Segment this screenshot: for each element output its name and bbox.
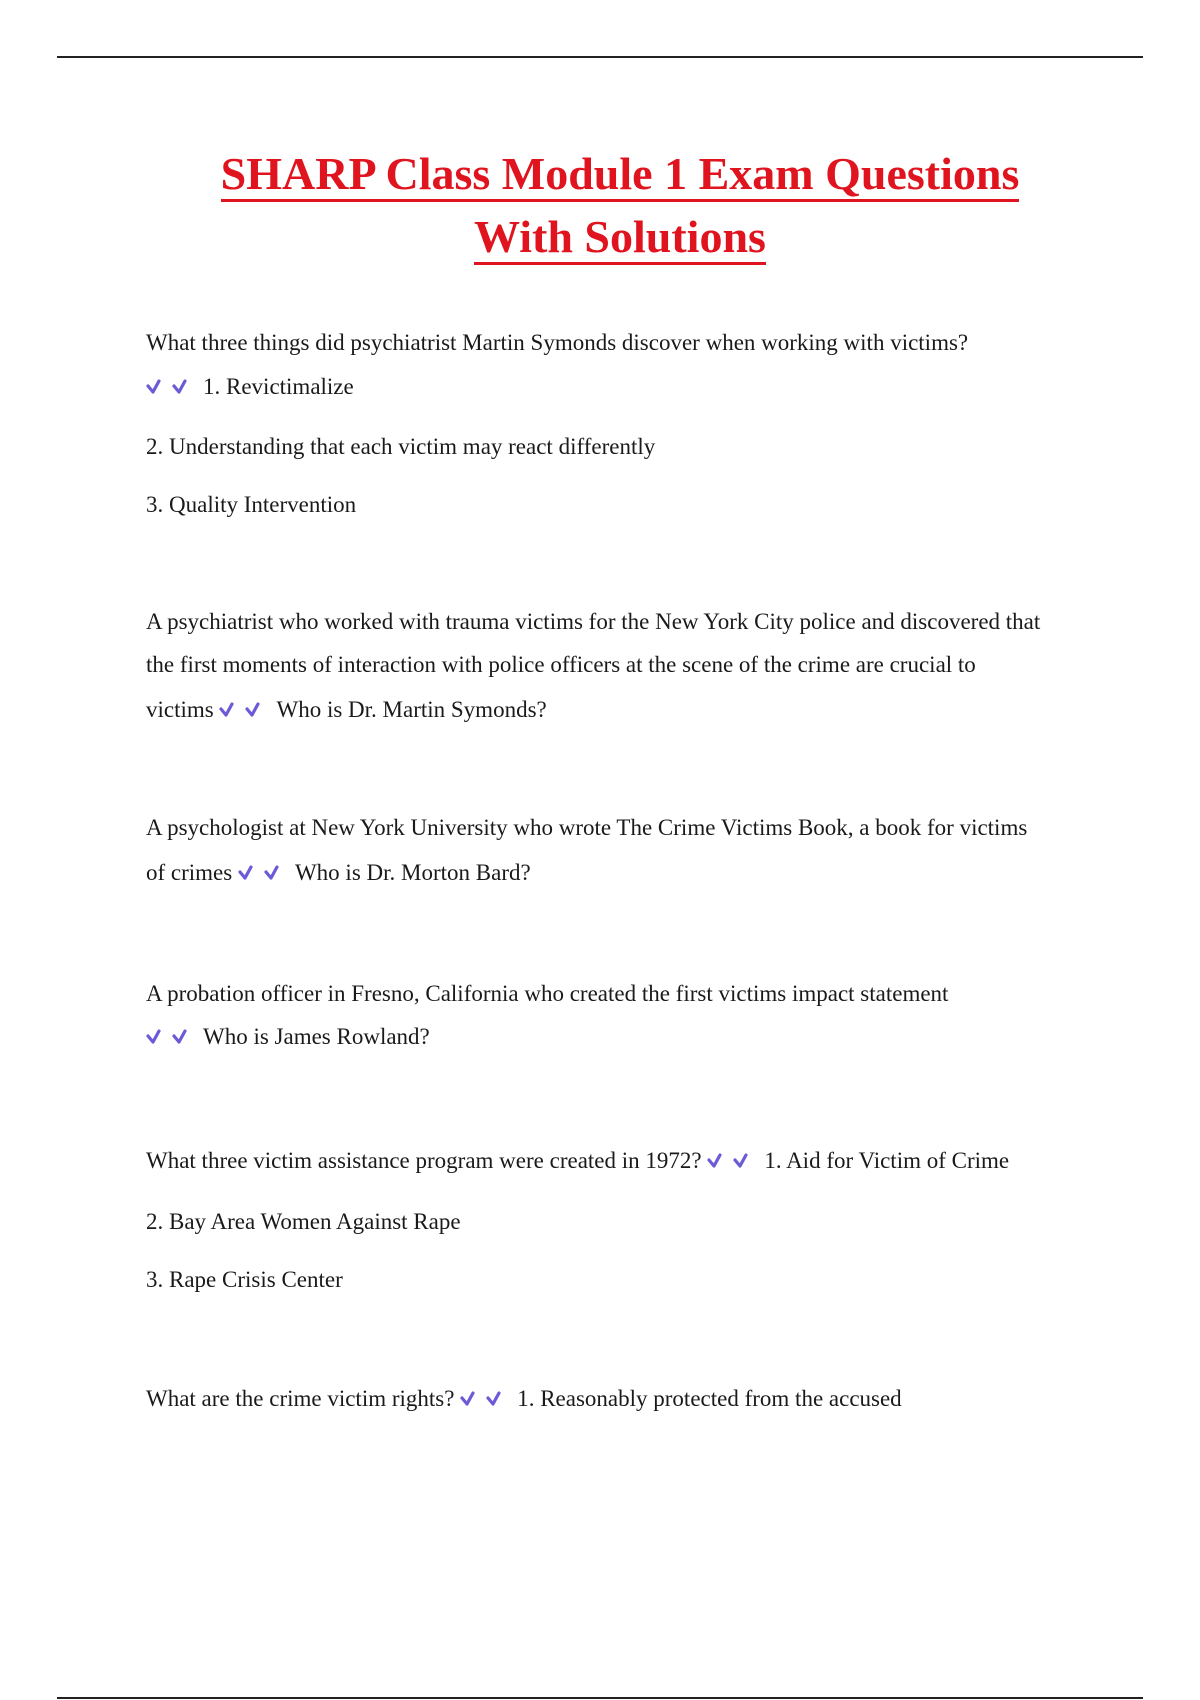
double-check-icon: [460, 1387, 514, 1415]
answer-1: 1. Revictimalize: [203, 374, 354, 399]
question-2-line-1: A psychiatrist who worked with trauma victims for the New York City police and discovered that: [146, 609, 1041, 634]
double-check-icon: [238, 861, 292, 889]
answer-4: Who is James Rowland?: [203, 1024, 430, 1049]
question-2-line-3: victims: [146, 697, 214, 722]
double-check-icon: [707, 1149, 761, 1177]
document-title: [0, 145, 1200, 271]
double-check-icon: [146, 375, 200, 403]
question-6: What are the crime victim rights?: [146, 1386, 455, 1411]
question-2-line-3-row: [146, 697, 547, 726]
answer-5-extra-1: 2. Bay Area Women Against Rape: [146, 1209, 461, 1234]
double-check-icon: [219, 698, 273, 726]
answer-1-extra-2: 3. Quality Intervention: [146, 492, 357, 517]
question-6-row: [146, 1386, 902, 1415]
question-3-line-1: A psychologist at New York University who wrote The Crime Victims Book, a book for victims: [146, 815, 1028, 840]
title-line-1: SHARP Class Module 1 Exam Questions: [221, 149, 1020, 202]
title-line-2: With Solutions: [474, 212, 766, 265]
question-5: What three victim assistance program were created in 1972?: [146, 1148, 702, 1173]
answer-4-line: [146, 1024, 430, 1053]
question-3-line-2: of crimes: [146, 860, 233, 885]
answer-5-extra-2: 3. Rape Crisis Center: [146, 1267, 343, 1292]
answer-5: 1. Aid for Victim of Crime: [764, 1148, 1010, 1173]
double-check-icon: [146, 1025, 200, 1053]
answer-2: Who is Dr. Martin Symonds?: [276, 697, 547, 722]
question-5-row: [146, 1148, 1009, 1177]
bottom-rule: [57, 1697, 1143, 1699]
top-rule: [57, 56, 1143, 58]
answer-3: Who is Dr. Morton Bard?: [294, 860, 531, 885]
answer-1-line: [146, 374, 354, 403]
answer-1-extra-1: 2. Understanding that each victim may react differently: [146, 434, 656, 459]
question-3-line-2-row: [146, 860, 531, 889]
question-2-line-2: the first moments of interaction with police officers at the scene of the crime are crucial to: [146, 652, 976, 677]
question-4: A probation officer in Fresno, California who created the first victims impact statement: [146, 981, 949, 1006]
question-1: What three things did psychiatrist Martin Symonds discover when working with victims?: [146, 330, 969, 355]
answer-6: 1. Reasonably protected from the accused: [517, 1386, 902, 1411]
